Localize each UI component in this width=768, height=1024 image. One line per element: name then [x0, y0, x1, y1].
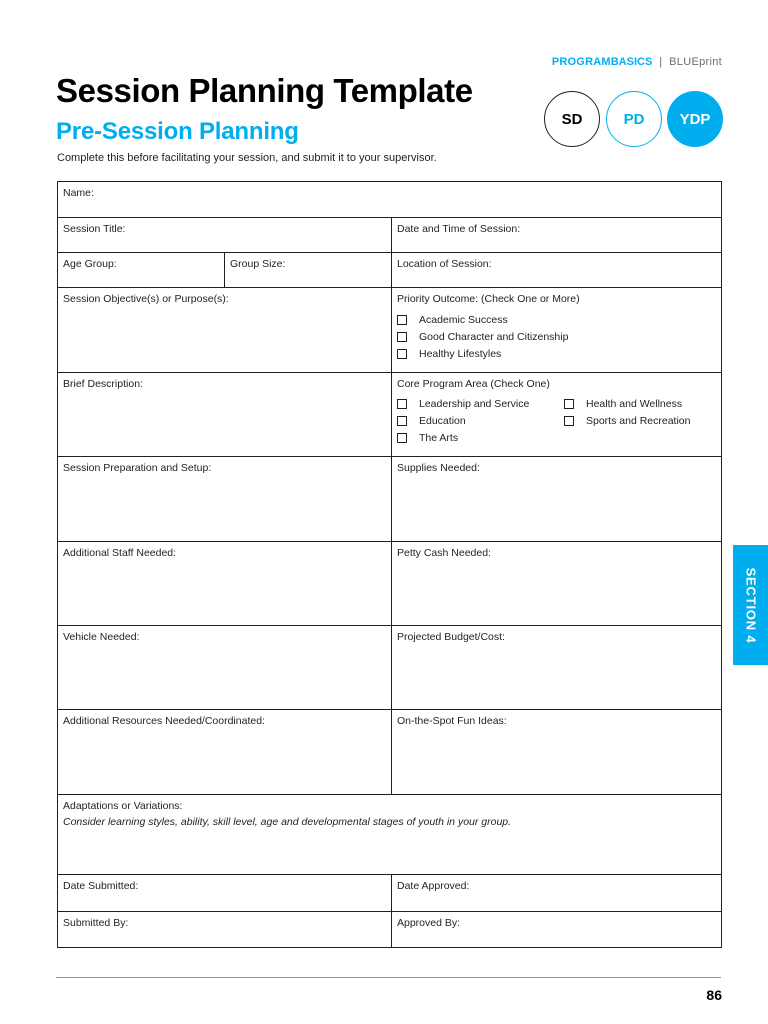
checkbox-education[interactable] [397, 416, 407, 426]
checkbox-sports-recreation[interactable] [564, 416, 574, 426]
group-size-label: Group Size: [230, 258, 286, 270]
section-tab [733, 545, 768, 665]
date-time-label: Date and Time of Session: [397, 223, 521, 235]
brand-header [552, 56, 722, 68]
row-adaptations [58, 794, 721, 874]
date-approved-field[interactable] [391, 875, 721, 911]
page-subtitle: Pre-Session Planning [56, 118, 299, 145]
priority-outcome-options [397, 311, 721, 362]
page-number: 86 [706, 987, 722, 1003]
name-label: Name: [63, 187, 94, 199]
option-health-wellness [564, 395, 714, 412]
option-label: Healthy Lifestyles [419, 347, 502, 360]
age-group-label: Age Group: [63, 258, 117, 270]
staff-field[interactable] [58, 542, 391, 625]
preparation-field[interactable] [58, 457, 391, 541]
row-staff [58, 541, 721, 625]
brief-description-field[interactable] [58, 373, 391, 456]
badge-ydp: YDP [667, 91, 723, 147]
row-description [58, 372, 721, 456]
name-field[interactable] [58, 182, 721, 217]
objectives-field[interactable] [58, 288, 391, 372]
row-preparation [58, 456, 721, 541]
objectives-label: Session Objective(s) or Purpose(s): [63, 293, 229, 305]
intro-text: Complete this before facilitating your session, and submit it to your supervisor. [57, 152, 437, 164]
row-vehicle [58, 625, 721, 709]
resources-field[interactable] [58, 710, 391, 794]
age-group-field[interactable] [58, 253, 224, 287]
option-sports-recreation [564, 412, 714, 429]
vehicle-label: Vehicle Needed: [63, 631, 140, 643]
resources-label: Additional Resources Needed/Coordinated: [63, 715, 265, 727]
brand-basics: BASICS [610, 56, 653, 68]
section-tab-label: SECTION 4 [743, 567, 759, 643]
budget-label: Projected Budget/Cost: [397, 631, 505, 643]
group-size-field[interactable] [224, 253, 391, 287]
priority-outcome-field [391, 288, 721, 372]
option-the-arts [397, 429, 564, 446]
option-education [397, 412, 564, 429]
vehicle-field[interactable] [58, 626, 391, 709]
checkbox-academic-success[interactable] [397, 315, 407, 325]
adaptations-label: Adaptations or Variations: [63, 800, 183, 812]
date-submitted-label: Date Submitted: [63, 880, 139, 892]
brand-separator: | [659, 56, 663, 68]
option-healthy-lifestyles [397, 345, 721, 362]
adaptations-note: Consider learning styles, ability, skill level, age and developmental stages of youth in your group. [63, 816, 512, 828]
option-label: Academic Success [419, 313, 508, 326]
brand-blueprint: BLUEprint [669, 56, 722, 68]
budget-field[interactable] [391, 626, 721, 709]
submitted-by-field[interactable] [58, 912, 391, 947]
checkbox-the-arts[interactable] [397, 433, 407, 443]
session-title-field[interactable] [58, 218, 391, 252]
option-label: The Arts [419, 431, 459, 444]
location-label: Location of Session: [397, 258, 492, 270]
date-submitted-field[interactable] [58, 875, 391, 911]
row-dates [58, 874, 721, 911]
brand-program: PROGRAM [551, 56, 611, 68]
fun-ideas-label: On-the-Spot Fun Ideas: [397, 715, 507, 727]
staff-label: Additional Staff Needed: [63, 547, 177, 559]
priority-outcome-label: Priority Outcome: (Check One or More) [397, 293, 580, 305]
option-label: Leadership and Service [419, 397, 530, 410]
badge-pd: PD [606, 91, 662, 147]
option-academic-success [397, 311, 721, 328]
submitted-by-label: Submitted By: [63, 917, 129, 929]
planning-form [57, 181, 722, 948]
approved-by-label: Approved By: [397, 917, 461, 929]
preparation-label: Session Preparation and Setup: [63, 462, 212, 474]
core-program-field [391, 373, 721, 456]
core-program-label: Core Program Area (Check One) [397, 378, 550, 390]
supplies-field[interactable] [391, 457, 721, 541]
location-field[interactable] [391, 253, 721, 287]
option-label: Education [419, 414, 466, 427]
option-leadership [397, 395, 564, 412]
checkbox-health-wellness[interactable] [564, 399, 574, 409]
row-signatures [58, 911, 721, 947]
brief-description-label: Brief Description: [63, 378, 143, 390]
option-label: Good Character and Citizenship [419, 330, 569, 343]
checkbox-leadership[interactable] [397, 399, 407, 409]
date-time-field[interactable] [391, 218, 721, 252]
page-title: Session Planning Template [56, 72, 473, 109]
petty-cash-label: Petty Cash Needed: [397, 547, 491, 559]
approved-by-field[interactable] [391, 912, 721, 947]
supplies-label: Supplies Needed: [397, 462, 480, 474]
checkbox-good-character[interactable] [397, 332, 407, 342]
session-title-label: Session Title: [63, 223, 126, 235]
row-resources [58, 709, 721, 794]
adaptations-field[interactable] [58, 795, 721, 874]
row-age-group [58, 252, 721, 287]
badge-sd: SD [544, 91, 600, 147]
option-label: Sports and Recreation [586, 414, 691, 427]
footer-divider [56, 977, 721, 978]
checkbox-healthy-lifestyles[interactable] [397, 349, 407, 359]
petty-cash-field[interactable] [391, 542, 721, 625]
core-program-options [397, 395, 721, 446]
date-approved-label: Date Approved: [397, 880, 470, 892]
fun-ideas-field[interactable] [391, 710, 721, 794]
row-objectives [58, 287, 721, 372]
option-good-character [397, 328, 721, 345]
row-name [58, 182, 721, 217]
option-label: Health and Wellness [586, 397, 683, 410]
row-session-title [58, 217, 721, 252]
